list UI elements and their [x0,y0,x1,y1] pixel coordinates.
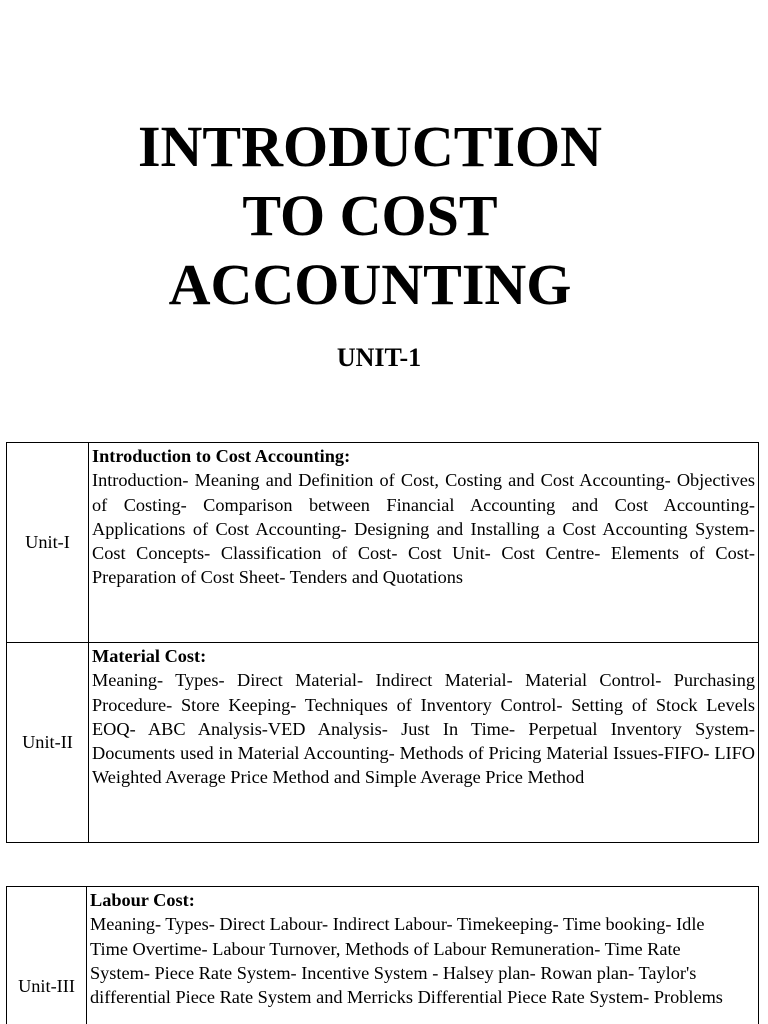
unit-label-cell: Unit-I [7,443,89,643]
unit-label-cell: Unit-II [7,643,89,843]
unit-content-cell [89,643,759,843]
unit-topic-title: Material Cost: [92,646,207,666]
table-row-unit-3 [7,887,759,1024]
unit-content-cell [87,887,759,1024]
table-row-unit-1 [7,443,759,643]
title-line-1: INTRODUCTION [137,114,603,179]
syllabus-table-continued [6,886,759,1024]
table-row-unit-2 [7,643,759,843]
unit-topic-description: Meaning- Types- Direct Labour- Indirect Labour- Timekeeping- Time booking- Idle Time Overtime- Labour Turnover, Methods of Labour Remuneration- Time Rate System- Piece Rate System- Incentive System - Halsey plan- Rowan plan- Taylor's differential Piece Rate System and Merricks Differential Piece Rate System- Problems [90,914,723,1008]
syllabus-table [6,442,759,843]
unit-heading: UNIT-1 [336,343,422,372]
unit-topic-description: Meaning- Types- Direct Material- Indirect Material- Material Control- Purchasing Procedure- Store Keeping- Techniques of Inventory Control- Setting of Stock Levels EOQ- ABC Analysis-VED Analysis- Just In Time- Perpetual Inventory System- Documents used in Material Accounting- Methods of Pricing Material Issues-FIFO- LIFO Weighted Average Price Method and Simple Average Price Method [92,670,755,788]
unit-topic-description: Introduction- Meaning and Definition of Cost, Costing and Cost Accounting- Objectives of Costing- Comparison between Financial Accounting and Cost Accounting- Applications of Cost Accounting- Designing and Installing a Cost Accounting System- Cost Concepts- Classification of Cost- Cost Unit- Cost Centre- Elements of Cost- Preparation of Cost Sheet- Tenders and Quotations [92,470,755,588]
title-line-3: ACCOUNTING [168,252,572,317]
document-title [0,112,740,319]
unit-label-cell: Unit-III [7,887,87,1024]
unit-content-cell [89,443,759,643]
unit-topic-title: Introduction to Cost Accounting: [92,446,351,466]
unit-topic-title: Labour Cost: [90,890,195,910]
title-line-2: TO COST [242,183,498,248]
